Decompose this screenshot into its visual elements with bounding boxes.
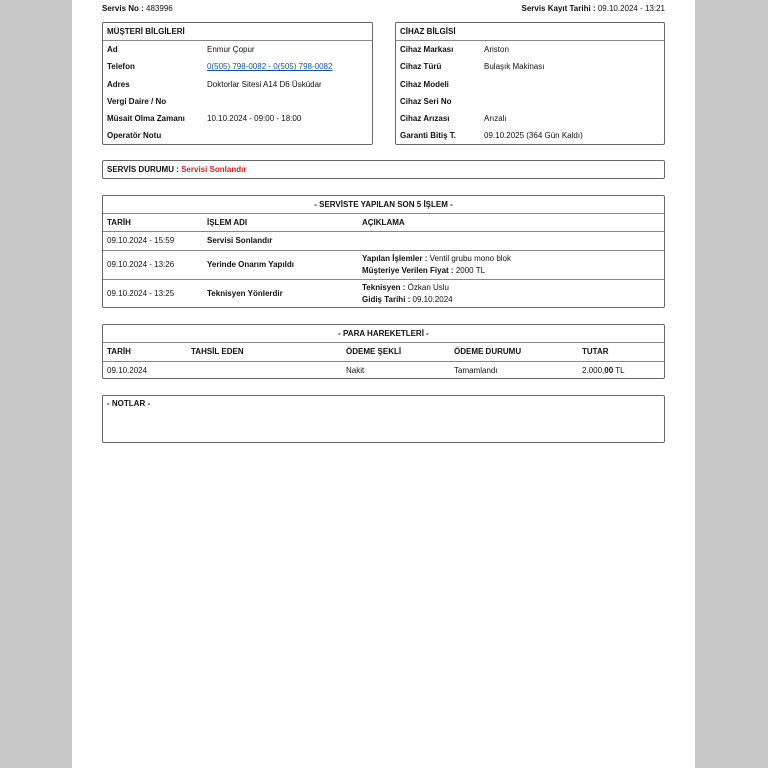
customer-info-box: [102, 22, 373, 145]
device-type-row: Cihaz Türü Bulaşık Makinası: [400, 62, 545, 72]
service-number: Servis No : 483996: [102, 4, 173, 13]
customer-availability-row: Müsait Olma Zamanı 10.10.2024 - 09:00 - 18:00: [107, 114, 302, 124]
phone-link[interactable]: 0(505) 798-0082 - 0(505) 798-0082: [207, 62, 333, 72]
customer-tax-row: Vergi Daire / No: [107, 96, 167, 106]
device-serial-row: Cihaz Seri No: [400, 96, 452, 106]
device-brand-row: Cihaz Markası Ariston: [400, 45, 509, 54]
operator-note-row: Operatör Notu: [107, 131, 162, 141]
service-record-date: Servis Kayıt Tarihi : 09.10.2024 - 13:21: [521, 4, 665, 13]
table-row: 09.10.2024 Nakit Tamamlandı 2.000,00 TL: [103, 362, 664, 380]
document-page: [72, 0, 695, 768]
operations-header-row: TARİH İŞLEM ADI AÇIKLAMA: [103, 214, 664, 232]
table-row: 09.10.2024 - 13:26 Yerinde Onarım Yapıldı Yapılan İşlemler : Ventil grubu mono blok Müşteriye Verilen Fiyat : 2000 TL: [103, 251, 664, 280]
payments-header-row: TARİH TAHSİL EDEN ÖDEME ŞEKLİ ÖDEME DURUMU TUTAR: [103, 343, 664, 362]
operations-table: [102, 195, 665, 308]
payments-title: - PARA HAREKETLERİ -: [103, 325, 664, 343]
customer-info-title: MÜŞTERİ BİLGİLERİ: [103, 23, 372, 41]
device-model-row: Cihaz Modeli: [400, 79, 449, 89]
notes-title: - NOTLAR -: [107, 399, 151, 408]
customer-phone-row: Telefon 0(505) 798-0082 - 0(505) 798-0082: [103, 58, 372, 75]
device-info-box: [395, 22, 665, 145]
customer-address-row: Adres Doktorlar Sitesi A14 D6 Üsküdar: [107, 79, 322, 89]
payments-table: [102, 324, 665, 379]
warranty-end-row: Garanti Bitiş T. 09.10.2025 (364 Gün Kaldı): [400, 131, 583, 141]
table-row: 09.10.2024 - 13:25 Teknisyen Yönlerdir Teknisyen : Özkan Uslu Gidiş Tarihi : 09.10.2024: [107, 283, 453, 304]
service-status-label: SERVİS DURUMU :: [107, 165, 179, 174]
device-fault-row: Cihaz Arızası Arızalı: [400, 114, 507, 124]
service-status-value: Servisi Sonlandır: [181, 165, 247, 174]
payment-amount: 2.000,00 TL: [582, 366, 625, 375]
customer-name-row: Ad Enmur Çopur: [107, 45, 255, 54]
service-status-box: [102, 160, 665, 179]
table-row: 09.10.2024 - 15:59 Servisi Sonlandır: [103, 232, 664, 251]
device-info-title: CİHAZ BİLGİSİ: [396, 23, 664, 41]
notes-box: [102, 395, 665, 443]
operations-title: - SERVİSTE YAPILAN SON 5 İŞLEM -: [103, 196, 664, 214]
